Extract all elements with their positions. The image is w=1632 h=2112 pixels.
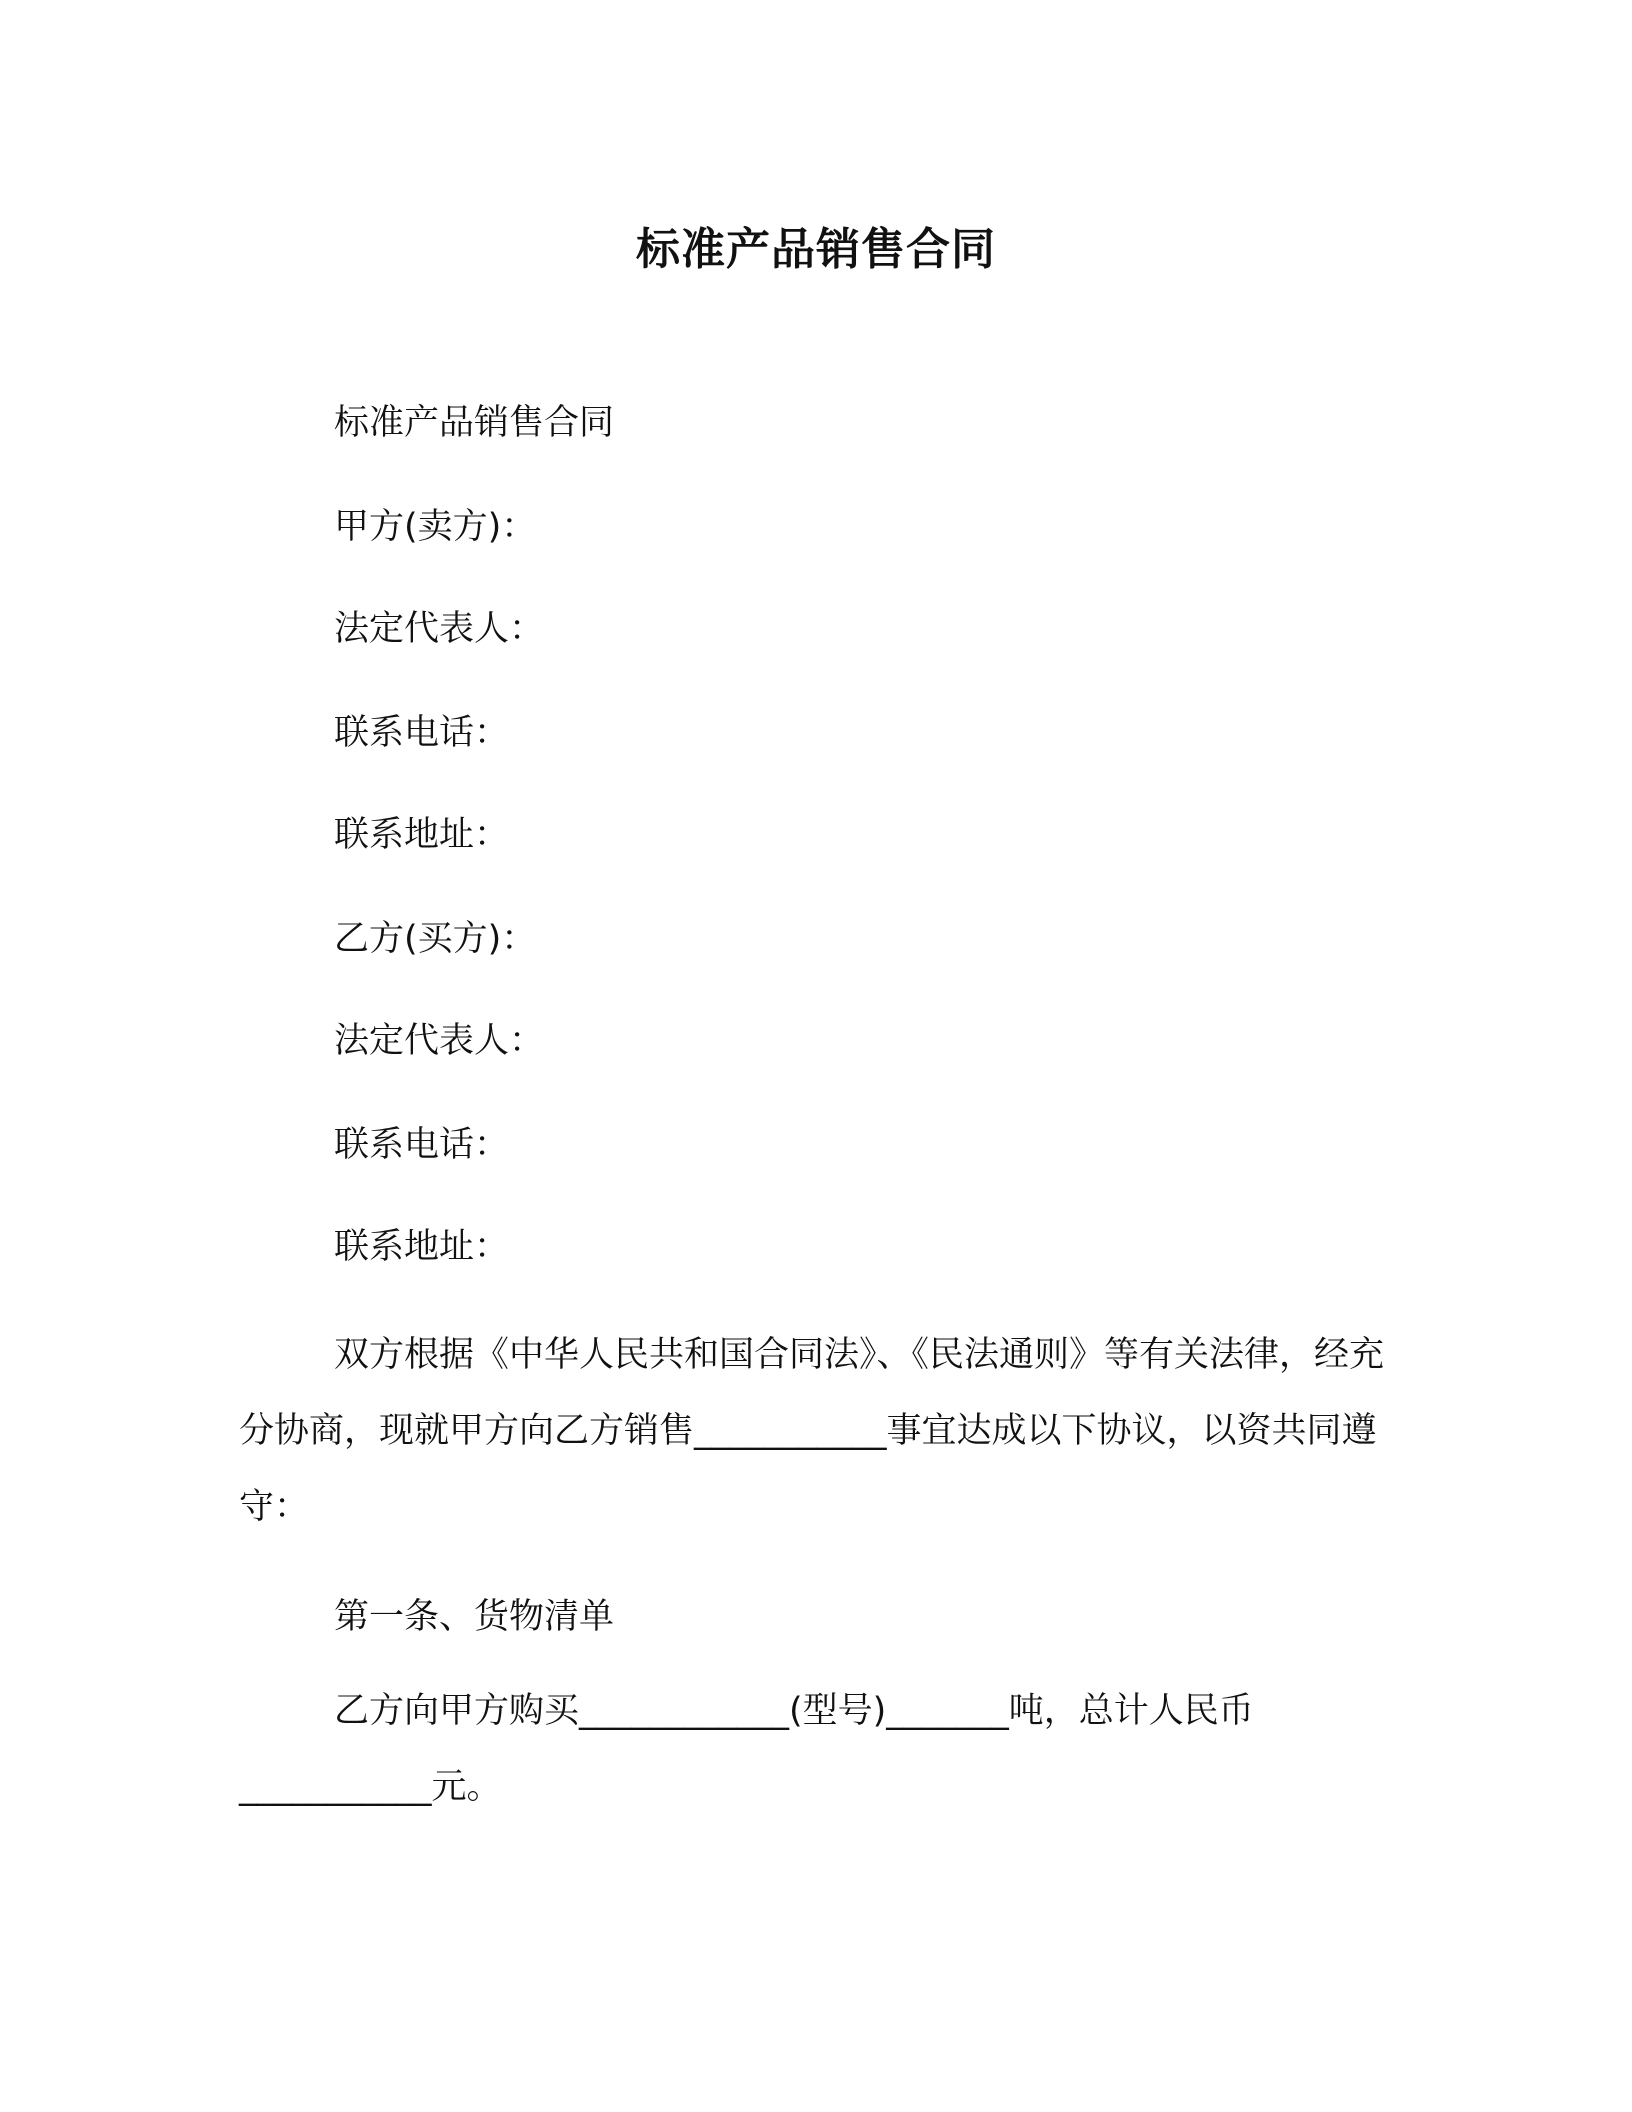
party-b-buyer-label: 乙方(买方)： (334, 919, 537, 959)
article-1-paragraph: 乙方向甲方购买____________(型号)_______吨，总计人民币___________元。 (239, 1691, 1254, 1807)
party-b-legal-rep-label: 法定代表人： (334, 1021, 545, 1061)
intro-paragraph: 双方根据《中华人民共和国合同法》、《民法通则》等有关法律，经充分协商，现就甲方向乙方销售___________事宜达成以下协议，以资共同遵守： (239, 1335, 1385, 1527)
party-a-legal-rep-label: 法定代表人： (334, 609, 545, 649)
article-1-heading: 第一条、货物清单 (334, 1597, 615, 1637)
party-b-phone-label: 联系电话： (334, 1125, 510, 1165)
document-title: 标准产品销售合同 (636, 224, 996, 275)
party-a-seller-label: 甲方(卖方)： (334, 507, 537, 547)
party-a-address-label: 联系地址： (334, 815, 510, 855)
party-b-address-label: 联系地址： (334, 1227, 510, 1267)
party-a-phone-label: 联系电话： (334, 713, 510, 753)
contract-name-line: 标准产品销售合同 (334, 403, 615, 443)
